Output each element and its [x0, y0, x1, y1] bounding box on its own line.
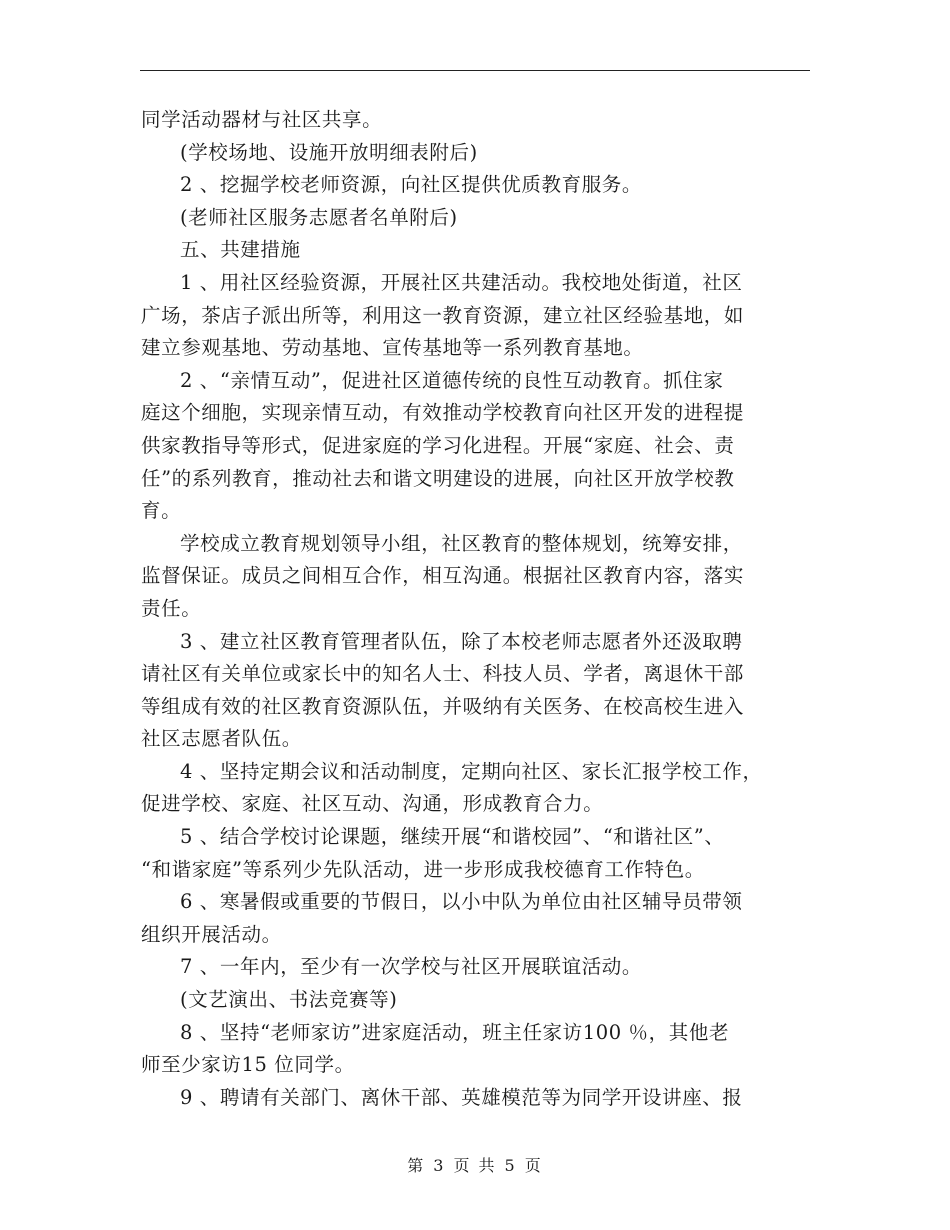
line-27: 7 、一年内，至少有一次学校与社区开展联谊活动。	[180, 955, 643, 979]
line-17: 3 、建立社区教育管理者队伍，除了本校老师志愿者外还汲取聘	[180, 629, 743, 653]
line-15: 监督保证。成员之间相互合作，相互沟通。根据社区教育内容，落实	[141, 564, 745, 588]
line-29: 8 、坚持“老师家访”进家庭活动，班主任家访100 ％，其他老	[180, 1020, 730, 1044]
line-24: “和谐家庭”等系列少先队活动，进一步形成我校德育工作特色。	[141, 857, 705, 881]
line-30: 师至少家访15 位同学。	[141, 1053, 355, 1077]
footer-prefix: 第	[407, 1156, 426, 1175]
line-22: 促进学校、家庭、社区互动、沟通，形成教育合力。	[141, 792, 604, 816]
footer-page-number: 3	[433, 1156, 446, 1175]
line-2: (学校场地、设施开放明细表附后)	[180, 140, 478, 164]
line-14: 学校成立教育规划领导小组，社区教育的整体规划，统筹安排，	[180, 531, 743, 555]
line-16: 责任。	[141, 596, 202, 620]
footer-suffix: 页	[524, 1156, 543, 1175]
document-body	[141, 104, 811, 1114]
line-8: 建立参观基地、劳动基地、宣传基地等一系列教育基地。	[141, 336, 644, 360]
line-4: (老师社区服务志愿者名单附后)	[180, 205, 458, 229]
line-26: 组织开展活动。	[141, 922, 282, 946]
line-18: 请社区有关单位或家长中的知名人士、科技人员、学者，离退休干部	[141, 662, 745, 686]
line-21: 4 、坚持定期会议和活动制度，定期向社区、家长汇报学校工作，	[180, 759, 763, 783]
header-rule	[140, 70, 810, 71]
line-25: 6 、寒暑假或重要的节假日，以小中队为单位由社区辅导员带领	[180, 890, 743, 914]
footer-mid: 页 共	[453, 1156, 497, 1175]
line-13: 育。	[141, 499, 182, 523]
line-3: 2 、挖掘学校老师资源，向社区提供优质教育服务。	[180, 173, 643, 197]
line-7: 广场，茶店子派出所等，利用这一教育资源，建立社区经验基地，如	[141, 303, 745, 327]
line-10: 庭这个细胞，实现亲情互动，有效推动学校教育向社区开发的进程提	[141, 401, 745, 425]
line-1: 同学活动器材与社区共享。	[141, 108, 383, 131]
page-footer	[0, 1153, 950, 1176]
line-20: 社区志愿者队伍。	[141, 727, 302, 751]
line-28: (文艺演出、书法竞赛等)	[180, 988, 398, 1012]
section-heading: 五、共建措施	[180, 238, 301, 262]
line-23: 5 、结合学校讨论课题，继续开展“和谐校园”、“和谐社区”、	[180, 825, 725, 849]
line-12: 任”的系列教育，推动社去和谐文明建设的进展，向社区开放学校教	[141, 466, 735, 490]
line-6: 1 、用社区经验资源，开展社区共建活动。我校地处街道，社区	[180, 270, 743, 294]
line-9: 2 、“亲情互动”，促进社区道德传统的良性互动教育。抓住家	[180, 368, 724, 392]
footer-total-pages: 5	[504, 1156, 517, 1175]
line-19: 等组成有效的社区教育资源队伍，并吸纳有关医务、在校高校生进入	[141, 694, 745, 718]
line-11: 供家教指导等形式，促进家庭的学习化进程。开展“家庭、社会、责	[141, 433, 735, 457]
line-31: 9 、聘请有关部门、离休干部、英雄模范等为同学开设讲座、报	[180, 1085, 743, 1109]
